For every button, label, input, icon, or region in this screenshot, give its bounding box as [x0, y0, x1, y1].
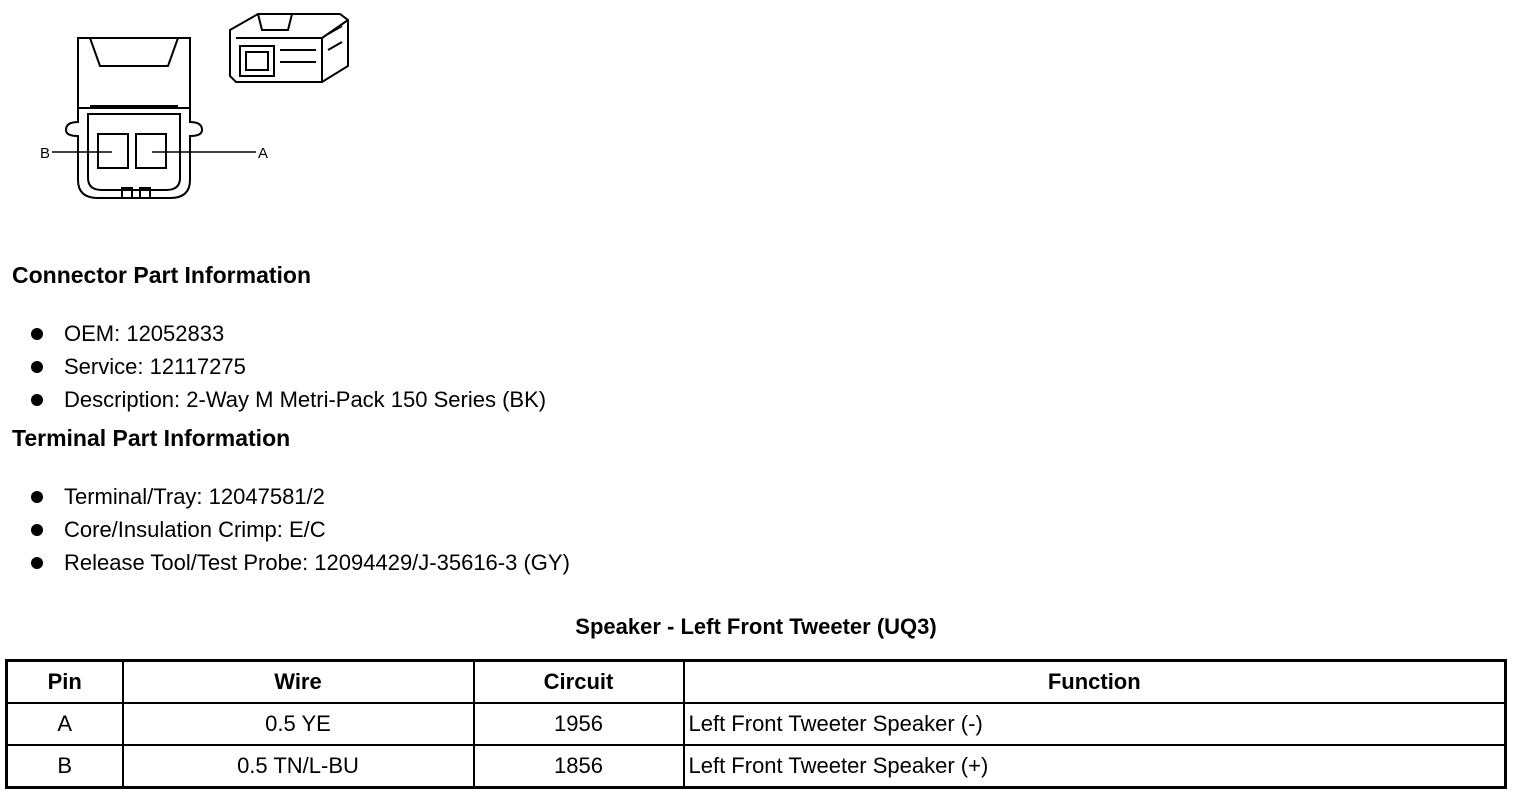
circuit-cell: 1956 — [474, 703, 684, 745]
terminal-info-list — [28, 480, 570, 579]
list-item: Core/Insulation Crimp: E/C — [28, 513, 570, 546]
pin-cell: A — [7, 703, 123, 745]
list-item: Description: 2-Way M Metri-Pack 150 Series (BK) — [28, 383, 546, 416]
column-header-function: Function — [684, 661, 1506, 704]
connector-iso-view — [230, 14, 348, 82]
list-item: Release Tool/Test Probe: 12094429/J-35616-3 (GY) — [28, 546, 570, 579]
bullet-icon — [31, 557, 43, 569]
column-header-circuit: Circuit — [474, 661, 684, 704]
terminal-info-heading: Terminal Part Information — [12, 425, 291, 451]
table-row — [7, 745, 1506, 788]
cavity-b — [98, 134, 128, 168]
table-row — [7, 703, 1506, 745]
wire-cell: 0.5 YE — [123, 703, 474, 745]
connector-body-outline — [66, 108, 202, 198]
cavity-a — [136, 134, 166, 168]
connector-info-list — [28, 317, 546, 416]
bullet-icon — [31, 491, 43, 503]
connector-info-heading: Connector Part Information — [12, 262, 312, 288]
pin-label-b: B — [40, 145, 51, 162]
circuit-cell: 1856 — [474, 745, 684, 788]
bullet-icon — [31, 524, 43, 536]
list-item: OEM: 12052833 — [28, 317, 546, 350]
function-cell: Left Front Tweeter Speaker (+) — [684, 745, 1506, 788]
bullet-icon — [31, 361, 43, 373]
column-header-wire: Wire — [123, 661, 474, 704]
wire-cell: 0.5 TN/L-BU — [123, 745, 474, 788]
connector-face-drawing — [30, 10, 370, 210]
table-header-row — [7, 661, 1506, 704]
column-header-pin: Pin — [7, 661, 123, 704]
pin-label-a: A — [258, 145, 269, 162]
list-item: Service: 12117275 — [28, 350, 546, 383]
bullet-icon — [31, 328, 43, 340]
pinout-table-title: Speaker - Left Front Tweeter (UQ3) — [575, 614, 937, 639]
function-cell: Left Front Tweeter Speaker (-) — [684, 703, 1506, 745]
pin-cell: B — [7, 745, 123, 788]
pinout-table — [5, 659, 1507, 789]
list-item: Terminal/Tray: 12047581/2 — [28, 480, 570, 513]
bullet-icon — [31, 394, 43, 406]
